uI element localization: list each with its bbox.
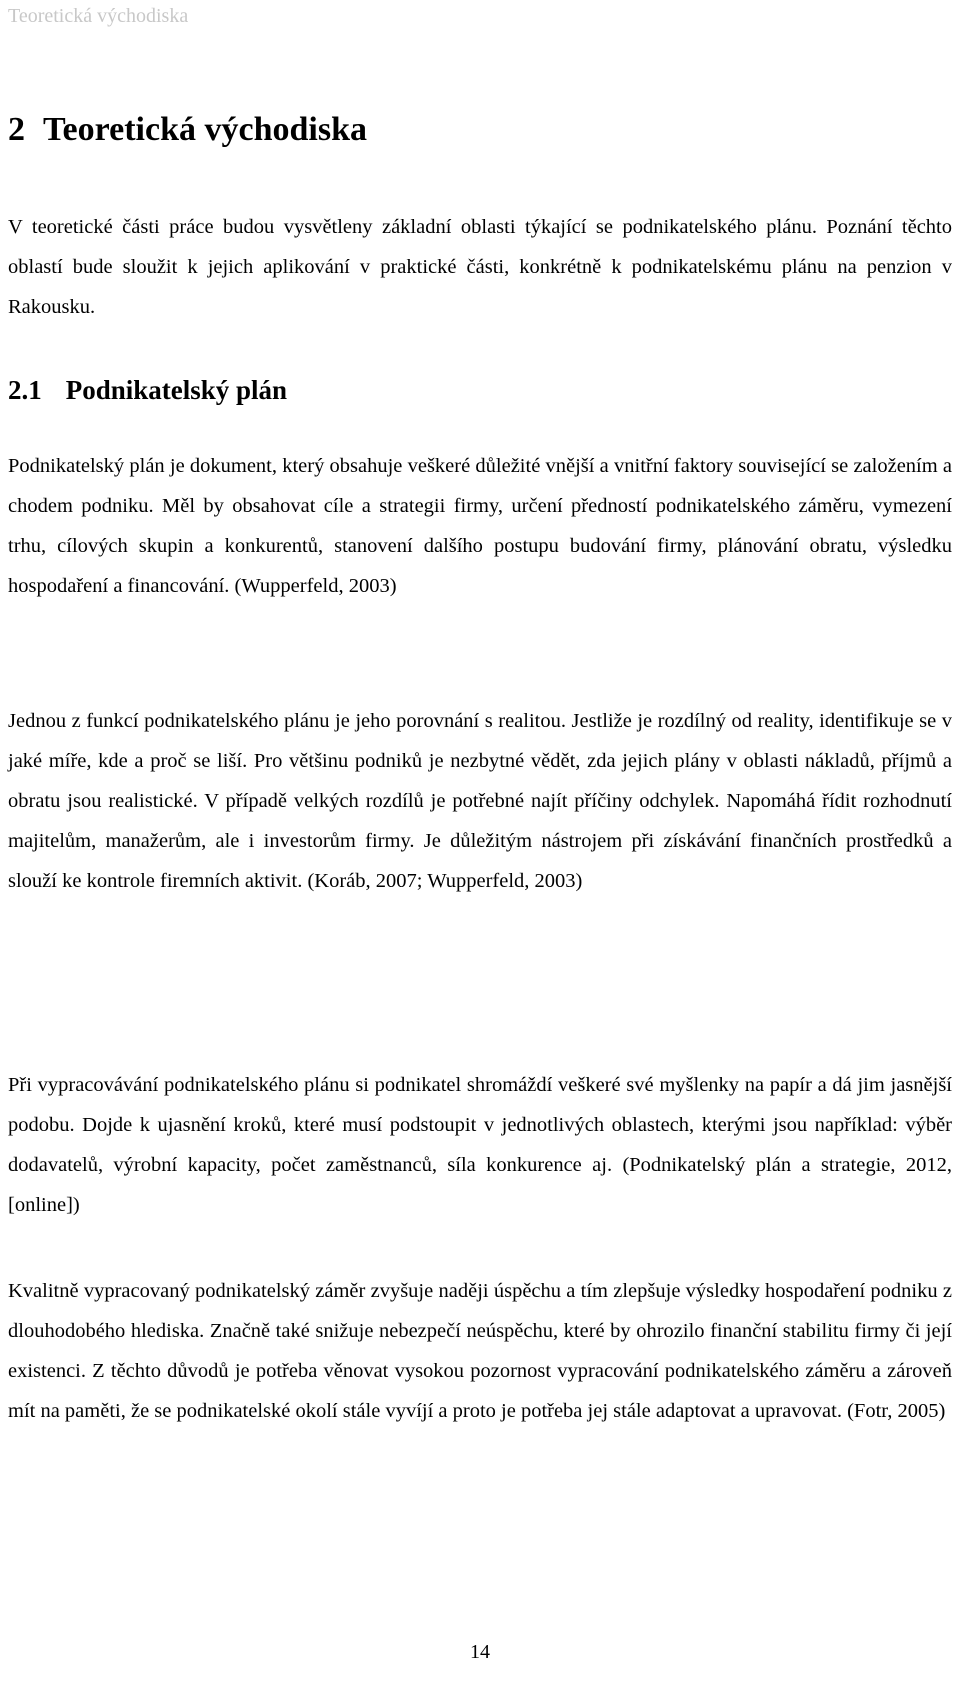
section-number: 2.1 [8,375,42,405]
chapter-title [8,108,367,152]
chapter-number: 2 [8,111,25,148]
running-header: Teoretická východiska [8,5,189,27]
section-title-text: Podnikatelský plán [65,375,288,405]
section-paragraph: Při vypracovávání podnikatelského plánu si podnikatel shromáždí veškeré své myšlenky na papír a dá jim jasnější podobu. Dojde k ujasnění kroků, které musí podstoupit v jednotlivých oblastech, kterými jsou například: výběr dodavatelů, výrobní kapacity, počet zaměstnanců, síla konkurence aj. (Podnikatelský plán a strategie, 2012, [online]) [8,1074,952,1216]
intro-paragraph: V teoretické části práce budou vysvětleny základní oblasti týkající se podnikatelského plánu. Poznání těchto oblastí bude sloužit k jejich aplikování v praktické části, konkrétně k podnikatelskému plánu na penzion v Rakousku. [8,216,952,318]
chapter-title-text: Teoretická východiska [43,111,367,148]
section-paragraph: Podnikatelský plán je dokument, který obsahuje veškeré důležité vnější a vnitřní faktory související se založením a chodem podniku. Měl by obsahovat cíle a strategii firmy, určení předností podnikatelského záměru, vymezení trhu, cílových skupin a konkurentů, stanovení dalšího postupu budování firmy, plánování obratu, výsledku hospodaření a financování. (Wupperfeld, 2003) [8,455,952,597]
page-number: 14 [470,1641,490,1663]
section-paragraph: Kvalitně vypracovaný podnikatelský záměr zvyšuje naději úspěchu a tím zlepšuje výsledky hospodaření podniku z dlouhodobého hlediska. Značně také snižuje nebezpečí neúspěchu, které by ohrozilo finanční stabilitu firmy či její existenci. Z těchto důvodů je potřeba věnovat vysokou pozornost vypracování podnikatelského záměru a zároveň mít na paměti, že se podnikatelské okolí stále vyvíjí a proto je potřeba jej stále adaptovat a upravovat. (Fotr, 2005) [8,1280,952,1422]
section-title [8,372,287,408]
section-paragraph: Jednou z funkcí podnikatelského plánu je jeho porovnání s realitou. Jestliže je rozdílný od reality, identifikuje se v jaké míře, kde a proč se liší. Pro většinu podniků je nezbytné vědět, zda jejich plány v oblasti nákladů, příjmů a obratu jsou realistické. V případě velkých rozdílů je potřebné najít příčiny odchylek. Napomáhá řídit rozhodnutí majitelům, manažerům, ale i investorům firmy. Je důležitým nástrojem při získávání finančních prostředků a slouží ke kontrole firemních aktivit. (Koráb, 2007; Wupperfeld, 2003) [8,710,952,892]
